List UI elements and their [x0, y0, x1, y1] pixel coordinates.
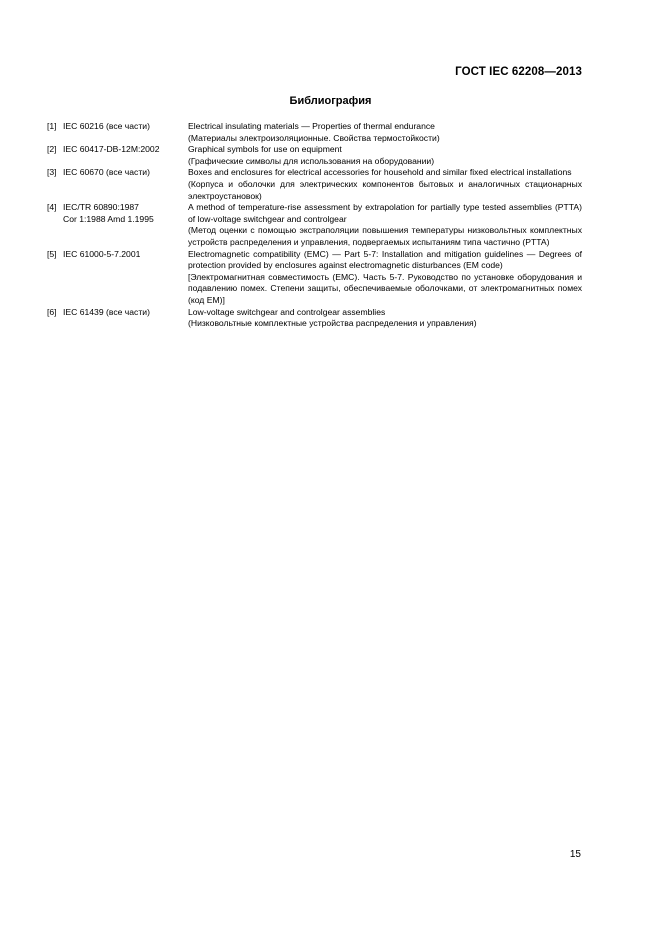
entry-reference — [47, 144, 188, 167]
entry-reference — [47, 249, 188, 307]
entry-title-ru: (Материалы электроизоляционные. Свойства термостойкости) — [188, 132, 440, 143]
entry-code: IEC 60216 (все части) — [63, 121, 150, 131]
entry-reference — [47, 202, 188, 248]
document-standard-header: ГОСТ IEC 62208—2013 — [455, 66, 582, 78]
entry-number: [4] — [47, 202, 57, 213]
bibliography-entry — [47, 307, 582, 330]
entry-title-en: Boxes and enclosures for electrical accessories for household and similar fixed electrical installations — [188, 167, 572, 178]
entry-code: IEC 60417-DB-12M:2002 — [63, 144, 160, 155]
entry-description — [188, 167, 582, 202]
entry-title-en: Low-voltage switchgear and controlgear assemblies — [188, 306, 386, 317]
entry-description — [188, 144, 582, 167]
entry-title-ru: (Графические символы для использования на оборудовании) — [188, 155, 435, 166]
page-number: 15 — [569, 849, 581, 860]
entry-code: IEC 61000-5-7.2001 — [63, 248, 141, 259]
bibliography-entry — [47, 167, 582, 202]
entry-code: IEC 60670 (все части) — [63, 167, 150, 178]
entry-title-ru: (Корпуса и оболочки для электрических компонентов бытовых и аналогичных стационарных электроустановок) — [188, 178, 582, 201]
entry-description — [188, 249, 582, 307]
entry-code-amendment: Cor 1:1988 Amd 1.1995 — [63, 213, 154, 224]
entry-number: [2] — [47, 144, 57, 155]
entry-title-en: A method of temperature-rise assessment by extrapolation for partially type tested assemblies (PTTA) of low-voltage switchgear and controlgear — [188, 202, 582, 224]
entry-code: IEC 61439 (все части) — [63, 306, 150, 317]
entry-title-ru: (Метод оценки с помощью экстраполяции повышения температуры низковольтных комплектных устройств распределения и управления, подвергаемых испытаниям типа частично (PTTA) — [188, 225, 582, 247]
entry-reference — [47, 121, 188, 144]
entry-code: IEC/TR 60890:1987 — [63, 202, 139, 213]
entry-description — [188, 202, 582, 248]
page-title: Библиография — [289, 95, 372, 107]
bibliography-entry — [47, 249, 582, 307]
entry-title-ru: [Электромагнитная совместимость (EMC). Часть 5-7. Руководство по установке оборудования и подавлению помех. Степени защиты, обеспечиваемые оболочками, от электромагнитных помех (код EM)] — [188, 271, 582, 305]
bibliography-entry — [47, 202, 582, 248]
bibliography-list — [47, 121, 582, 330]
entry-number: [6] — [47, 306, 57, 317]
entry-reference — [47, 167, 188, 202]
entry-reference — [47, 307, 188, 330]
entry-description — [188, 307, 582, 330]
entry-number: [1] — [47, 121, 57, 131]
bibliography-entry — [47, 144, 582, 167]
entry-title-ru: (Низковольтные комплектные устройства распределения и управления) — [188, 318, 477, 329]
entry-title-en: Graphical symbols for use on equipment — [188, 144, 342, 155]
entry-description — [188, 121, 582, 144]
entry-number: [3] — [47, 167, 57, 178]
bibliography-entry — [47, 121, 582, 144]
entry-number: [5] — [47, 248, 57, 259]
entry-title-en: Electrical insulating materials — Properties of thermal endurance — [188, 121, 435, 131]
entry-title-en: Electromagnetic compatibility (EMC) — Part 5-7: Installation and mitigation guidelines — Degrees of protection provided by enclosures against electromagnetic disturbances (EM code) — [188, 248, 582, 271]
